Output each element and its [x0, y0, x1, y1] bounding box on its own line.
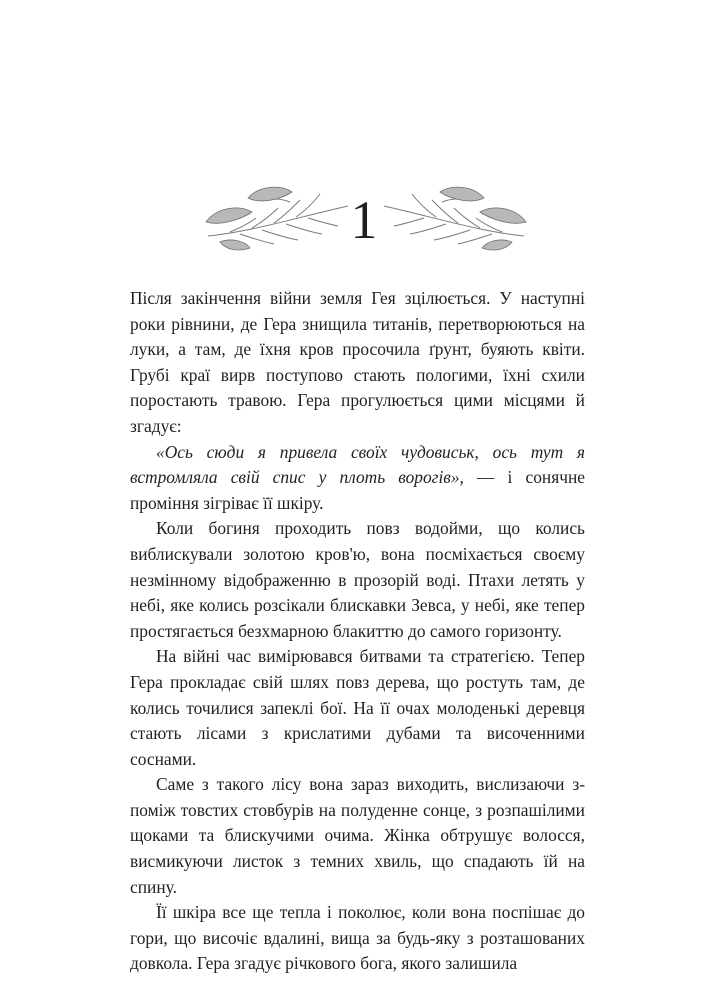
chapter-heading [0, 170, 728, 270]
quote-text: «Ось сюди я привела своїх чудовиськ, ось тут я встромляла свій спис у плоть ворогів», [130, 441, 585, 488]
chapter-number: 1 [350, 190, 378, 250]
paragraph: Її шкіра все ще тепла і поколює, коли вона поспішає до гори, що височіє вдалині, вища за будь-яку з розташованих довкола. Гера згадує річкового бога, якого залишила [130, 902, 585, 974]
paragraph: Саме з такого лісу вона зараз виходить, вислизаючи з-поміж товстих стовбурів на полуденне сонце, з розпашілими щоками та блискучими очима. Жінка обтрушує волосся, висмикуючи листок з темних хвиль, що спадають їй на спину. [130, 774, 585, 897]
fern-leaf-icon [382, 178, 532, 256]
paragraph: Після закінчення війни земля Гея зцілюється. У наступні роки рівнини, де Гера знищила титанів, перетворюються на луки, а там, де їхня кров просочила ґрунт, буяють квіти. Грубі краї вирв поступово стають пологими, їхні схили поростають травою. Гера прогулюється цими місцями й згадує: [130, 288, 585, 436]
paragraph: На війні час вимірювався битвами та стратегією. Тепер Гера прокладає свій шлях повз дерева, що ростуть там, де колись точилися запеклі бої. На її очах молоденькі деревця стають лісами з крислатими дубами та височенними соснами. [130, 646, 585, 769]
body-text [130, 286, 585, 977]
paragraph [130, 440, 585, 517]
paragraph-text: — і сонячне проміння зігріває її шкіру. [130, 467, 585, 513]
paragraph: Коли богиня проходить повз водойми, що колись виблискували золотою кров'ю, вона посміхається своєму незмінному відображенню в прозорій воді. Птахи летять у небі, яке колись розсікали блискавки Зевса, у небі, яке тепер простягається безхмарною блакиттю до самого горизонту. [130, 518, 585, 641]
